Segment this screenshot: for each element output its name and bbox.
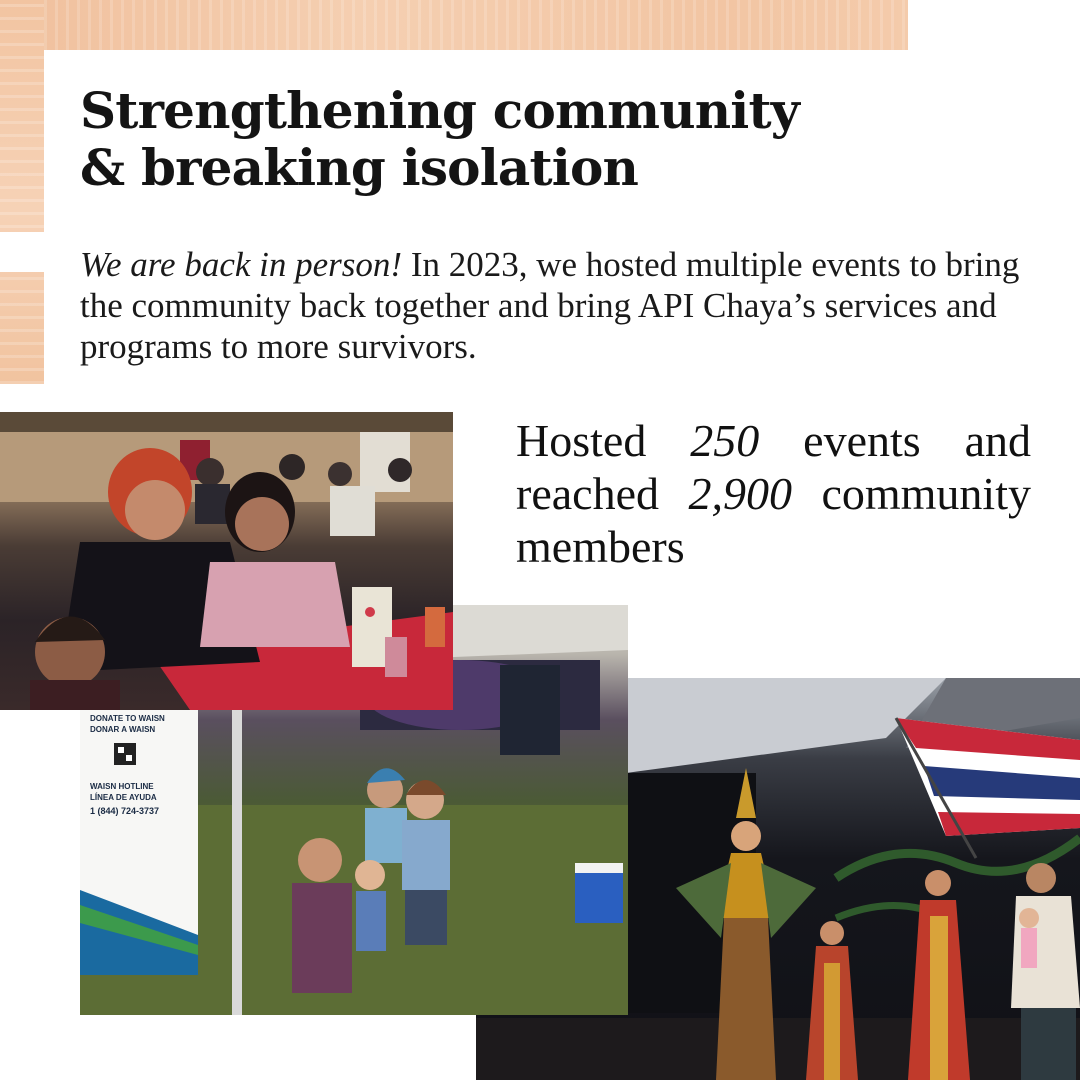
- events-count: 250: [690, 415, 760, 466]
- dinner-event-photo: [0, 412, 453, 710]
- title-line-1: Strengthening community: [80, 81, 800, 140]
- intro-text: In 2023, we hosted multiple events to bring the community back together and bring API Chaya’s services and programs to more survivors.: [80, 245, 1020, 366]
- banner-phone: 1 (844) 724-3737: [90, 806, 160, 816]
- waisn-banner: [80, 705, 198, 975]
- dancer-red-2: [908, 870, 970, 1080]
- dinner-scene: [0, 412, 453, 710]
- banner-line-1: DONATE TO WAISN: [90, 714, 165, 723]
- banner-hotline-2: LÍNEA DE AYUDA: [90, 793, 157, 802]
- title-line-2: & breaking isolation: [80, 138, 639, 197]
- intro-paragraph: [80, 244, 1030, 367]
- page-title: [80, 82, 840, 196]
- stat-middle: events and reached: [516, 415, 1031, 519]
- soda-can: [385, 637, 407, 677]
- banner-hotline-1: WAISN HOTLINE: [90, 782, 154, 791]
- intro-emphasis: We are back in person!: [80, 245, 403, 284]
- dancer-red-1: [806, 921, 858, 1080]
- thai-flag: [896, 718, 1080, 858]
- performer-with-child: [1011, 863, 1080, 1080]
- events-stat: [516, 414, 1031, 573]
- stat-suffix: community members: [516, 468, 1031, 572]
- members-count: 2,900: [688, 468, 792, 519]
- peach-brush-left: [0, 0, 44, 384]
- stat-prefix: Hosted: [516, 415, 691, 466]
- banner-line-2: DONAR A WAISN: [90, 725, 156, 734]
- peach-brush-top: [0, 0, 908, 50]
